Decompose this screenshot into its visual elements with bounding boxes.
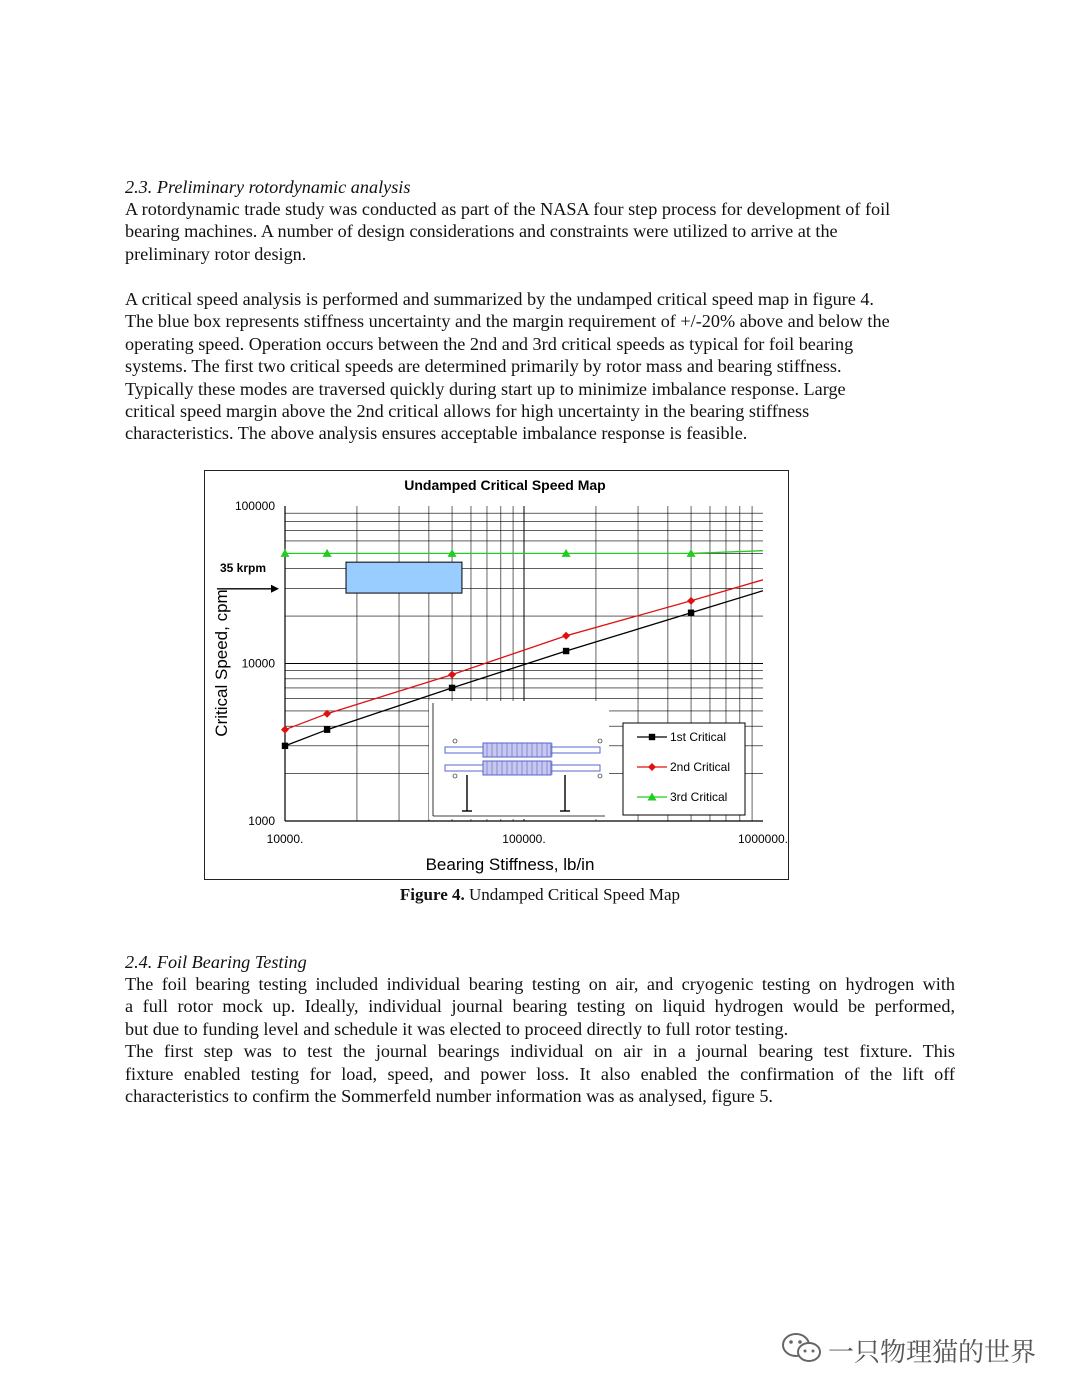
text-line: fixture enabled testing for load, speed, and power loss. It also enabled the confirmation of the lift off bbox=[125, 1063, 955, 1084]
text-line: systems. The first two critical speeds are determined primarily by rotor mass and bearing stiffness. bbox=[125, 356, 842, 377]
text-line: but due to funding level and schedule it was elected to proceed directly to full rotor testing. bbox=[125, 1018, 789, 1039]
paragraph bbox=[125, 198, 955, 265]
figure-caption bbox=[0, 885, 1080, 905]
watermark-text: 一只物理猫的世界 bbox=[828, 1338, 1037, 1368]
x-axis-label: Bearing Stiffness, lb/in bbox=[425, 855, 595, 874]
caption-label: Figure 4. bbox=[399, 885, 465, 904]
data-point bbox=[281, 726, 289, 734]
chart-title: Undamped Critical Speed Map bbox=[404, 477, 606, 493]
y-tick-label: 10000 bbox=[241, 656, 275, 671]
chart-legend bbox=[623, 723, 745, 815]
text-line: Typically these modes are traversed quickly during start up to minimize imbalance response. Large bbox=[125, 378, 846, 399]
text-line: critical speed margin above the 2nd critical allows for high uncertainty in the bearing stiffness bbox=[125, 401, 810, 422]
data-point bbox=[324, 726, 330, 732]
chart-canvas bbox=[205, 471, 790, 881]
data-point bbox=[563, 648, 569, 654]
text-line: The first step was to test the journal bearings individual on air in a journal bearing test fixture. This bbox=[125, 1041, 955, 1062]
text-line: The foil bearing testing included individual bearing testing on air, and cryogenic testing on hydrogen with bbox=[125, 974, 955, 994]
legend-label: 3rd Critical bbox=[670, 790, 728, 804]
speed-annotation-label: 35 krpm bbox=[219, 560, 267, 575]
text-line: preliminary rotor design. bbox=[125, 243, 307, 264]
y-tick-label: 1000 bbox=[248, 814, 275, 828]
paragraph bbox=[125, 973, 955, 1107]
section-heading-2-4: 2.4. Foil Bearing Testing bbox=[125, 952, 307, 972]
x-tick-label: 1000000. bbox=[737, 832, 789, 846]
paragraph bbox=[125, 288, 955, 445]
x-tick-label: 100000. bbox=[502, 832, 546, 846]
caption-text: Undamped Critical Speed Map bbox=[464, 885, 681, 904]
wechat-icon bbox=[780, 1330, 824, 1366]
watermark bbox=[780, 1328, 1060, 1368]
arrow-head bbox=[271, 585, 279, 593]
text-line: characteristics to confirm the Sommerfeld number information was as analysed, figure 5. bbox=[125, 1086, 773, 1107]
text-line: characteristics. The above analysis ensures acceptable imbalance response is feasible. bbox=[125, 423, 748, 444]
data-point bbox=[448, 671, 456, 679]
data-point bbox=[687, 597, 695, 605]
data-point bbox=[562, 632, 570, 640]
text-line: bearing machines. A number of design considerations and constraints were utilized to arrive at the bbox=[125, 221, 838, 242]
legend-marker bbox=[649, 734, 655, 740]
text-line: A critical speed analysis is performed and summarized by the undamped critical speed map in figure 4. bbox=[125, 289, 874, 309]
uncertainty-box bbox=[346, 562, 462, 593]
data-point bbox=[688, 610, 694, 616]
x-tick-label: 10000. bbox=[266, 832, 304, 846]
rotor-model-inset bbox=[429, 701, 609, 819]
data-point bbox=[282, 743, 288, 749]
text-line: a full rotor mock up. Ideally, individual journal bearing testing on liquid hydrogen would be performed, bbox=[125, 996, 955, 1017]
section-heading-2-3: 2.3. Preliminary rotordynamic analysis bbox=[125, 177, 411, 197]
text-line: A rotordynamic trade study was conducted as part of the NASA four step process for development of foil bbox=[125, 199, 891, 219]
y-tick-label: 100000 bbox=[234, 499, 275, 513]
text-line: operating speed. Operation occurs between the 2nd and 3rd critical speeds as typical for foil bearing bbox=[125, 333, 854, 354]
y-axis-label: Critical Speed, cpm bbox=[212, 589, 231, 737]
data-point bbox=[449, 685, 455, 691]
text-line: The blue box represents stiffness uncertainty and the margin requirement of +/-20% above and below the bbox=[125, 311, 890, 332]
critical-speed-chart bbox=[204, 470, 789, 880]
legend-label: 1st Critical bbox=[670, 730, 727, 744]
legend-label: 2nd Critical bbox=[670, 760, 731, 774]
inset-panel bbox=[429, 701, 609, 819]
